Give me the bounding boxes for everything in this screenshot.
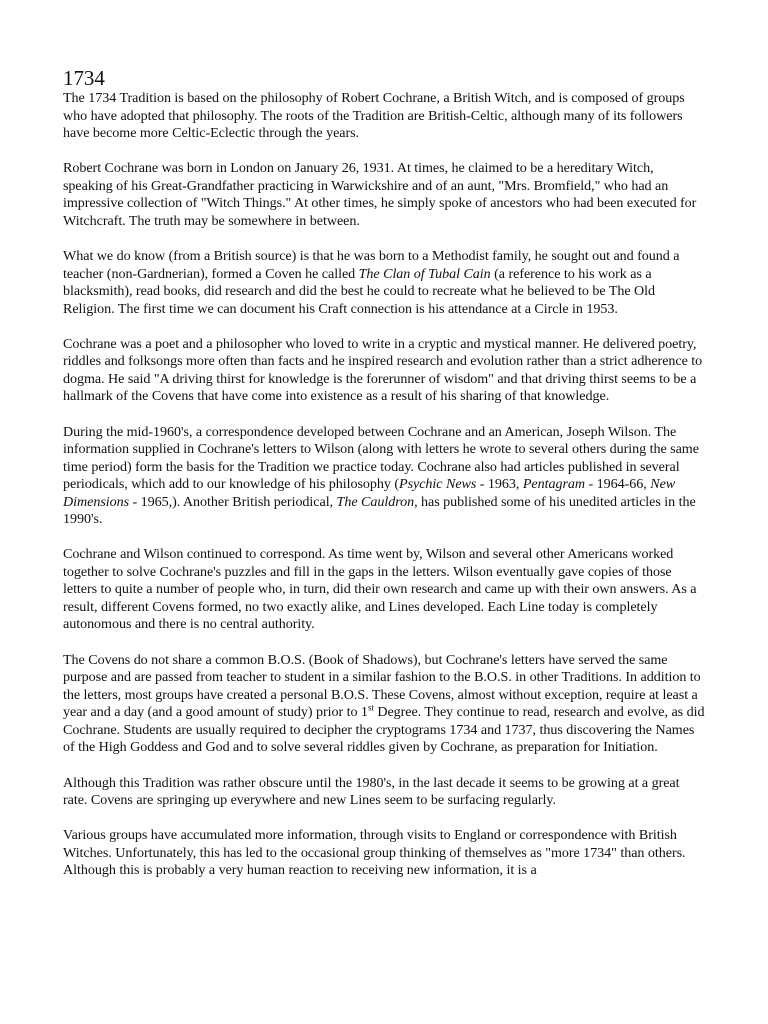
- text-run: Degree. They continue to read, research and evolve, as did Cochrane. Students are usually required to decipher the cryptograms 1734 and 1737, thus discovering the Names of the High Goddess and God and to solve several riddles given by Cochrane, as preparation for Initiation.: [63, 704, 705, 756]
- paragraph: [63, 827, 705, 880]
- text-run: Various groups have accumulated more information, through visits to England or correspondence with British Witches. Unfortunately, this has led to the occasional group thinking of themselves as "more 1734" than others. Although this is probably a very human reaction to receiving new information, it is a: [63, 827, 686, 879]
- italic-title: Psychic News: [399, 476, 477, 493]
- paragraph: [63, 424, 705, 529]
- italic-title: Pentagram: [522, 476, 586, 493]
- italic-title: The Clan of Tubal Cain: [358, 265, 491, 282]
- text-run: Robert Cochrane was born in London on January 26, 1931. At times, he claimed to be a hereditary Witch, speaking of his Great-Grandfather practicing in Warwickshire and of an aunt, "Mrs. Bromfield," who had an impressive collection of "Witch Things." At other times, he simply spoke of ancestors who had been executed for Witchcraft. The truth may be somewhere in between.: [63, 160, 697, 229]
- text-run: The 1734 Tradition is based on the philosophy of Robert Cochrane, a British Witch, and is composed of groups who have adopted that philosophy. The roots of the Tradition are British-Celtic, although many of its followers have become more Celtic-Eclectic through the years.: [63, 90, 685, 141]
- text-run: During the mid-1960's, a correspondence developed between Cochrane and an American, Joseph Wilson. The information supplied in Cochrane's letters to Wilson (along with letters he wrote to several others during the same time period) form the basis for the Tradition we practice today. Cochrane also had articles published in several periodicals, which add to our knowledge of his philosophy (: [63, 423, 699, 493]
- document-body: [63, 90, 705, 880]
- italic-title: The Cauldron: [336, 493, 415, 510]
- document-title: 1734: [63, 66, 105, 90]
- text-run: What we do know (from a British source) is that he was born to a Methodist family, he sought out and found a teacher (non-Gardnerian), formed a Coven he called: [63, 248, 680, 282]
- text-run: , has published some of his unedited articles in the 1990's.: [63, 493, 696, 528]
- paragraph: [63, 336, 705, 406]
- text-run: - 1965,). Another British periodical,: [129, 493, 337, 510]
- paragraph: [63, 160, 705, 230]
- text-run: (a reference to his work as a blacksmith), read books, did research and did the best he could to recreate what he believed to be The Old Religion. The first time we can document his Craft connection is his attendance at a Circle in 1953.: [63, 265, 656, 317]
- text-run: The Covens do not share a common B.O.S. (Book of Shadows), but Cochrane's letters have served the same purpose and are passed from teacher to student in a similar fashion to the B.O.S. in other Traditions. In addition to the letters, most groups have created a personal B.O.S. These Covens, almost without exception, require at least a year and a day (and a good amount of study) prior to 1: [63, 651, 701, 721]
- paragraph: [63, 775, 705, 810]
- text-run: Although this Tradition was rather obscure until the 1980's, in the last decade it seems to be growing at a great rate. Covens are springing up everywhere and new Lines seem to be surfacing regularly.: [63, 774, 680, 809]
- italic-title: New Dimensions: [63, 476, 676, 510]
- paragraph: [63, 652, 705, 757]
- text-run: - 1963,: [476, 476, 523, 493]
- text-run: - 1964-66,: [585, 476, 651, 493]
- paragraph: [63, 248, 705, 318]
- paragraph: [63, 546, 705, 634]
- superscript: st: [367, 702, 374, 713]
- paragraph: [63, 90, 705, 143]
- document-page: [63, 66, 705, 880]
- text-run: Cochrane and Wilson continued to correspond. As time went by, Wilson and several other Americans worked together to solve Cochrane's puzzles and fill in the gaps in the letters. Wilson eventually gave copies of those letters to quite a number of people who, in turn, did their own research and came up with their own answers. As a result, different Covens formed, no two exactly alike, and Lines developed. Each Line today is completely autonomous and there is no central authority.: [63, 546, 697, 633]
- text-run: Cochrane was a poet and a philosopher who loved to write in a cryptic and mystical manner. He delivered poetry, riddles and folksongs more often than facts and he inspired research and evolution rather than a strict adherence to dogma. He said "A driving thirst for knowledge is the forerunner of wisdom" and that driving thirst seems to be a hallmark of the Covens that have come into existence as a result of his sharing of that knowledge.: [63, 335, 703, 405]
